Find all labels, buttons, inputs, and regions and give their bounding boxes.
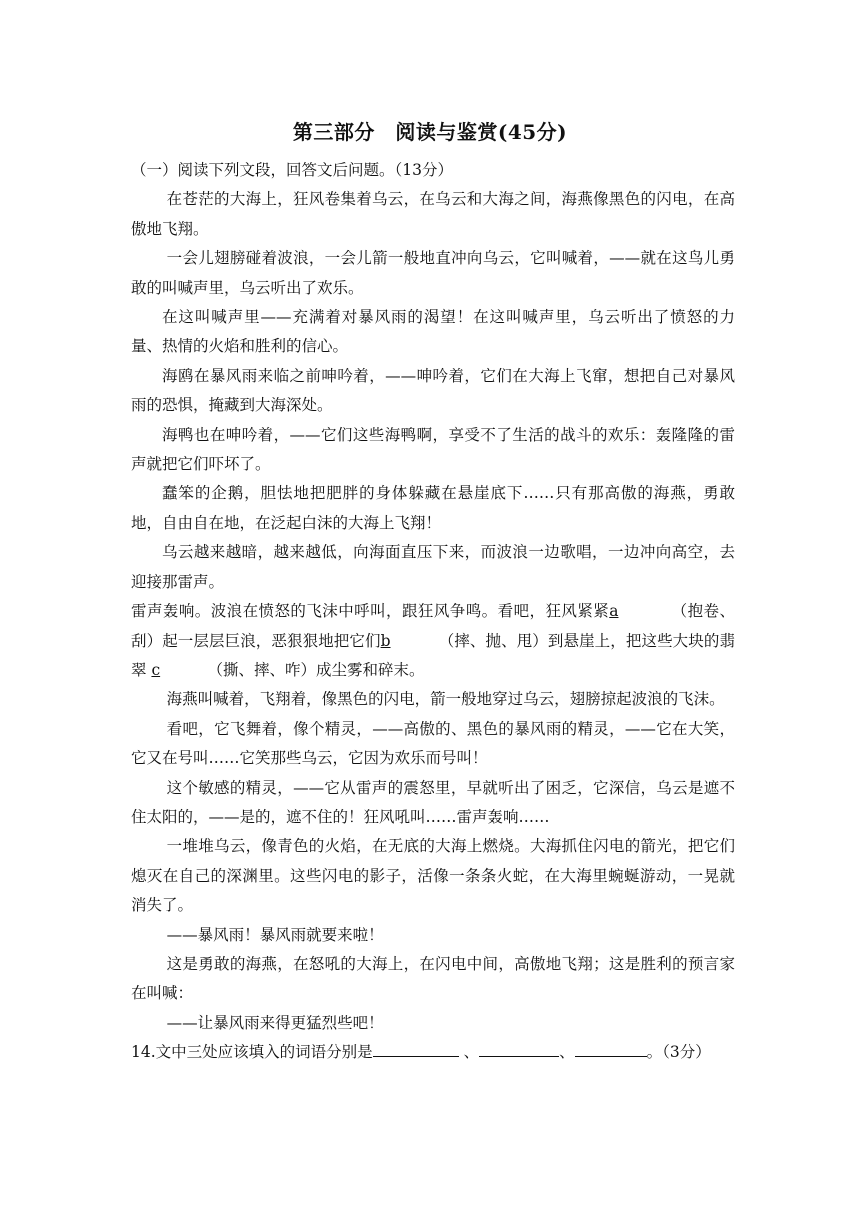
cloze-text-1: 雷声轰响。波浪在愤怒的飞沫中呼叫，跟狂风争鸣。看吧，狂风紧紧 [131,602,610,621]
blank-c: c [151,660,161,679]
question-text: 14.文中三处应该填入的词语分别是 [131,1043,373,1062]
answer-blank-2[interactable] [479,1040,559,1057]
paragraph-6: 蠢笨的企鹅，胆怯地把肥胖的身体躲藏在悬崖底下……只有那高傲的海燕，勇敢地，自由自在地，在泛起白沫的大海上飞翔！ [131,484,735,532]
blank-b: b [380,631,391,650]
paragraph-4: 海鸥在暴风雨来临之前呻吟着，——呻吟着，它们在大海上飞窜，想把自己对暴风雨的恐惧，掩藏到大海深处。 [131,366,735,415]
paragraph-12: ——暴风雨！暴风雨就要来啦！ [166,925,384,944]
cloze-text-4: （撕、摔、咋）成尘雾和碎末。 [207,660,425,679]
paragraph-13: 这是勇敢的海燕，在怒吼的大海上，在闪电中间，高傲地飞翔；这是胜利的预言家在叫喊： [131,954,735,1003]
answer-blank-3[interactable] [575,1040,647,1057]
cloze-text-3: （摔、抛、甩）到悬崖上，把这些大块的翡翠 [131,631,735,679]
reading-passage [131,156,735,1068]
section-heading: （一）阅读下列文段，回答文后问题。（13分） [131,161,453,179]
paragraph-7: 乌云越来越暗，越来越低，向海面直压下来，而波浪一边歌唱，一边冲向高空，去迎接那雷声。 [131,543,735,591]
paragraph-3: 在这叫喊声里——充满着对暴风雨的渴望！在这叫喊声里，乌云听出了愤怒的力量、热情的火焰和胜利的信心。 [131,308,735,356]
paragraph-10: 这个敏感的精灵，——它从雷声的震怒里，早就听出了困乏，它深信，乌云是遮不住太阳的，——是的，遮不住的！狂风吼叫……雷声轰响…… [131,778,735,826]
answer-blank-1[interactable] [373,1040,459,1057]
question-points: 。（3分） [646,1043,711,1062]
paragraph-1: 在苍茫的大海上，狂风卷集着乌云，在乌云和大海之间，海燕像黑色的闪电，在高傲地飞翔。 [131,190,735,238]
question-separator-2: 、 [559,1043,575,1062]
question-separator-1: 、 [458,1043,480,1062]
paragraph-5: 海鸭也在呻吟着，——它们这些海鸭啊，享受不了生活的战斗的欢乐：轰隆隆的雷声就把它们吓坏了。 [131,425,735,474]
paragraph-8: 海燕叫喊着，飞翔着，像黑色的闪电，箭一般地穿过乌云，翅膀掠起波浪的飞沫。 [166,690,725,709]
section-title: 第三部分 阅读与鉴赏(45分) [292,120,568,144]
paragraph-9: 看吧，它飞舞着，像个精灵，——高傲的、黑色的暴风雨的精灵，——它在大笑，它又在号叫……它笑那些乌云，它因为欢乐而号叫！ [131,719,735,768]
question-14 [131,1038,735,1067]
cloze-text-2: （抱卷、刮）起一层层巨浪，恶狠狠地把它们 [131,602,735,650]
paragraph-14: ——让暴风雨来得更猛烈些吧！ [166,1013,384,1032]
paragraph-2: 一会儿翅膀碰着波浪，一会儿箭一般地直冲向乌云，它叫喊着，——就在这鸟儿勇敢的叫喊声里，乌云听出了欢乐。 [131,249,735,297]
cloze-paragraph [131,597,735,685]
paragraph-11: 一堆堆乌云，像青色的火焰，在无底的大海上燃烧。大海抓住闪电的箭光，把它们熄灭在自己的深渊里。这些闪电的影子，活像一条条火蛇，在大海里蜿蜒游动，一晃就消失了。 [131,837,735,915]
blank-a: a [609,602,619,621]
